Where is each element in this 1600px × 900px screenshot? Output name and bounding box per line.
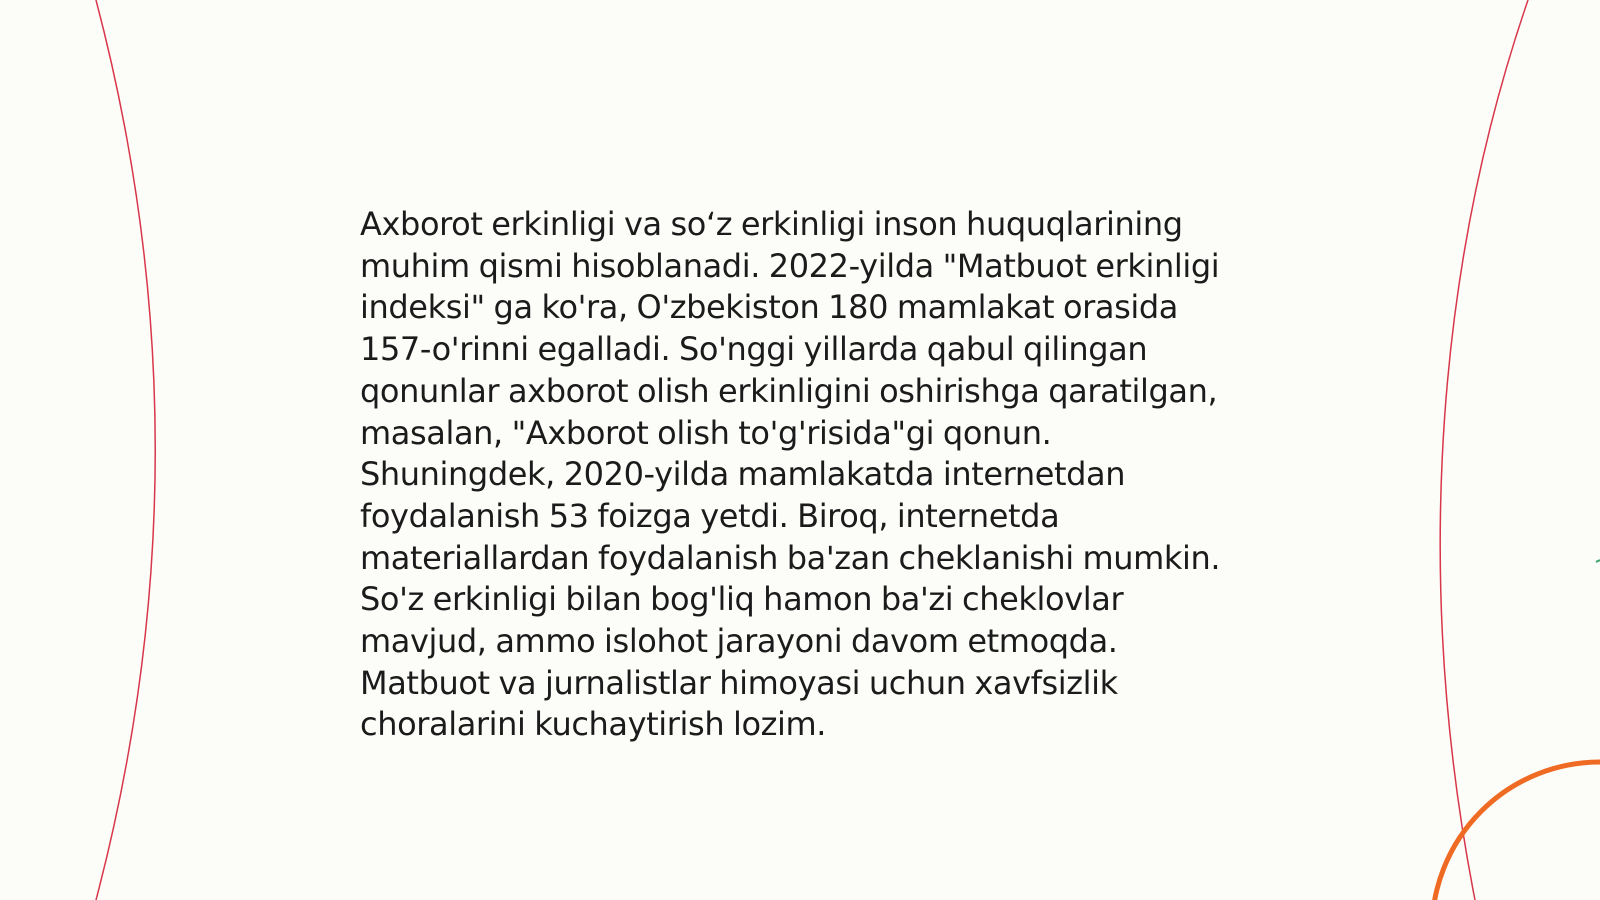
green-accent-mark xyxy=(1596,560,1600,562)
right-curve-line xyxy=(1440,0,1528,900)
orange-arc xyxy=(1432,762,1600,900)
left-curve-line xyxy=(96,0,155,900)
body-text: Axborot erkinligi va so‘z erkinligi inson huquqlarining muhim qismi hisoblanadi. 2022-yilda "Matbuot erkinligi indeksi" ga ko'ra, O'zbekiston 180 mamlakat orasida 157-o'rinni egalladi. So'nggi yillarda qabul qilingan qonunlar axborot olish erkinligini oshirishga qaratilgan, masalan, "Axborot olish to'g'risida"gi qonun. Shuningdek, 2020-yilda mamlakatda internetdan foydalanish 53 foizga yetdi. Biroq, internetda materiallardan foydalanish ba'zan cheklanishi mumkin. So'z erkinligi bilan bog'liq hamon ba'zi cheklovlar mavjud, ammo islohot jarayoni davom etmoqda. Matbuot va jurnalistlar himoyasi uchun xavfsizlik choralarini kuchaytirish lozim. xyxy=(360,205,1221,744)
